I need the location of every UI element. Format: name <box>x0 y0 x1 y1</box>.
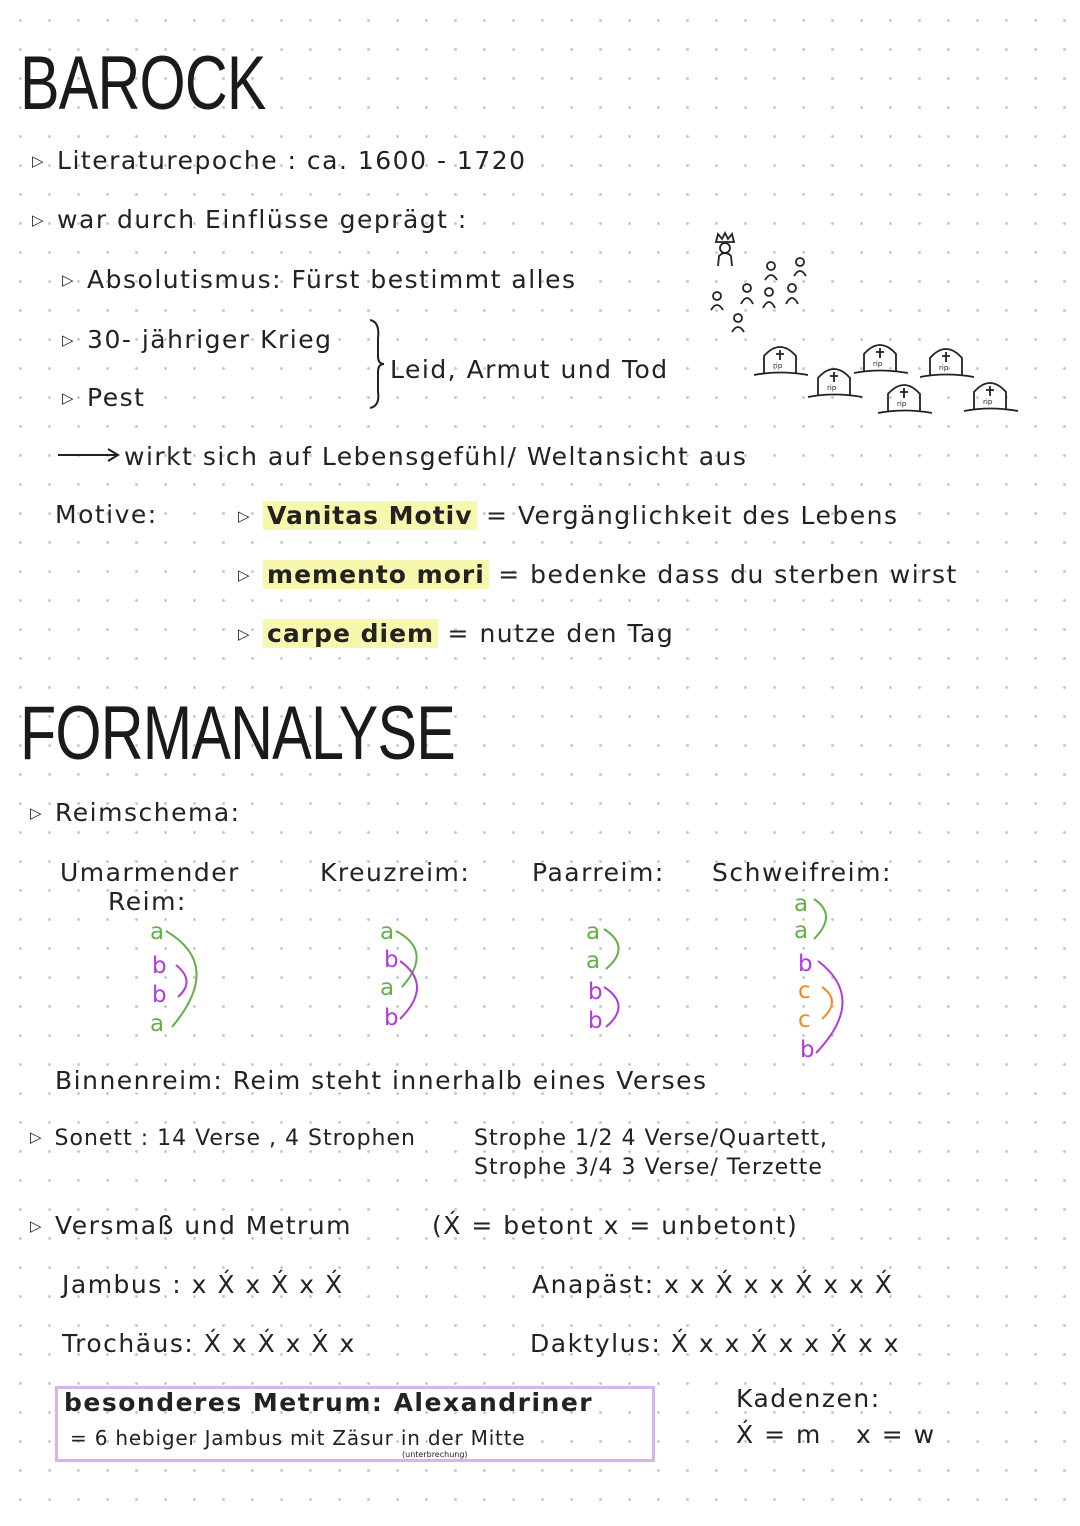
crowd-doodle-icon <box>704 230 814 340</box>
arrow-right-icon <box>58 445 122 465</box>
kreuzreim-label: Kreuzreim: <box>320 858 471 887</box>
paarreim-label: Paarreim: <box>532 858 665 887</box>
kadenz-m: X́ = m <box>736 1420 822 1449</box>
rhyme-letter: c <box>798 1007 811 1033</box>
kadenz-w: x = w <box>856 1420 936 1449</box>
jambus-text: Jambus : x X́ x X́ x X́ <box>62 1270 344 1299</box>
rhyme-letter: a <box>150 1011 165 1037</box>
metrum-legend: (X́ = betont x = unbetont) <box>432 1211 799 1240</box>
alexandriner-note: (unterbrechung) <box>402 1450 468 1459</box>
motive-item <box>238 501 899 530</box>
krieg-line <box>62 325 333 354</box>
bullet-triangle-icon: ▷ <box>30 1128 43 1146</box>
bullet-triangle-icon: ▷ <box>32 152 46 170</box>
rhyme-letter: a <box>380 919 395 945</box>
reimschema-line <box>30 798 241 827</box>
umarmend-label-1: Umarmender <box>60 858 240 887</box>
motive-item <box>238 560 958 589</box>
sonett-text: Sonett : 14 Verse , 4 Strophen <box>54 1126 416 1151</box>
grave-label: rip <box>773 362 783 370</box>
rhyme-letter: a <box>150 919 165 945</box>
rhyme-letter: b <box>588 1008 603 1034</box>
anapaest-text: Anapäst: x x X́ x x X́ x x X́ <box>532 1270 894 1299</box>
rhyme-letter: b <box>384 1005 399 1031</box>
rhyme-arc-icon <box>394 925 434 1035</box>
rhyme-letter: b <box>588 979 603 1005</box>
rhyme-letter: b <box>800 1037 815 1063</box>
rhyme-letter: a <box>380 975 395 1001</box>
motive-label: Motive: <box>55 500 158 529</box>
rhyme-letter: b <box>384 947 399 973</box>
leid-text: Leid, Armut und Tod <box>390 355 669 384</box>
versmass-line <box>30 1211 352 1240</box>
bullet-triangle-icon: ▷ <box>32 211 46 229</box>
grave-label: rip <box>827 384 837 392</box>
motive-term: memento mori <box>263 560 489 589</box>
formanalyse-title: FORMANALYSE <box>20 691 456 776</box>
bullet-triangle-icon: ▷ <box>238 507 252 525</box>
rhyme-letter: b <box>152 982 167 1008</box>
grave-label: rip <box>897 400 907 408</box>
motive-meaning: = Vergänglichkeit des Lebens <box>486 501 899 530</box>
versmass-text: Versmaß und Metrum <box>55 1211 352 1240</box>
epoch-text: Literaturepoche : ca. 1600 - 1720 <box>57 146 527 175</box>
barock-title: BAROCK <box>20 41 266 126</box>
binnenreim-text: Binnenreim: Reim steht innerhalb eines Verses <box>55 1066 708 1095</box>
rhyme-letter: c <box>798 978 811 1004</box>
bullet-triangle-icon: ▷ <box>30 804 44 822</box>
motive-meaning: = bedenke dass du sterben wirst <box>498 560 958 589</box>
curly-brace-icon <box>368 318 388 410</box>
strophe12-text: Strophe 1/2 4 Verse/Quartett, <box>474 1126 828 1151</box>
alexandriner-line: = 6 hebiger Jambus mit Zäsur in der Mitte <box>70 1426 526 1450</box>
motive-meaning: = nutze den Tag <box>447 619 675 648</box>
bullet-triangle-icon: ▷ <box>238 625 252 643</box>
grave-label: rip <box>983 398 993 406</box>
grave-label: rip <box>873 360 883 368</box>
grave-label: rip <box>939 364 949 372</box>
schweifreim-label: Schweifreim: <box>712 858 892 887</box>
reimschema-text: Reimschema: <box>55 798 241 827</box>
kadenzen-label: Kadenzen: <box>736 1384 881 1413</box>
bullet-triangle-icon: ▷ <box>238 566 252 584</box>
bullet-triangle-icon: ▷ <box>62 271 76 289</box>
pest-text: Pest <box>87 383 146 412</box>
rhyme-letter: a <box>794 891 809 917</box>
graves-doodle-icon <box>750 338 1020 418</box>
influences-line <box>32 205 468 234</box>
rhyme-letter: b <box>798 951 813 977</box>
rhyme-arc-icon <box>164 925 224 1035</box>
absolutismus-text: Absolutismus: Fürst bestimmt alles <box>87 265 577 294</box>
bullet-triangle-icon: ▷ <box>62 331 76 349</box>
wirkt-text: wirkt sich auf Lebensgefühl/ Weltansicht aus <box>124 442 748 471</box>
epoch-line <box>32 146 527 175</box>
influences-text: war durch Einflüsse geprägt : <box>57 205 468 234</box>
bullet-triangle-icon: ▷ <box>62 389 76 407</box>
rhyme-arc-icon <box>808 895 858 1065</box>
rhyme-arc-icon <box>602 925 632 1035</box>
rhyme-letter: a <box>586 919 601 945</box>
rhyme-letter: b <box>152 953 167 979</box>
motive-term: carpe diem <box>263 619 438 648</box>
rhyme-letter: a <box>794 918 809 944</box>
pest-line <box>62 383 145 412</box>
umarmend-label-2: Reim: <box>108 887 187 916</box>
sonett-line <box>30 1126 416 1151</box>
rhyme-letter: a <box>586 948 601 974</box>
motive-item <box>238 619 674 648</box>
bullet-triangle-icon: ▷ <box>30 1217 44 1235</box>
daktylus-text: Daktylus: X́ x x X́ x x X́ x x <box>530 1329 901 1358</box>
krieg-text: 30- jähriger Krieg <box>87 325 333 354</box>
alexandriner-title: besonderes Metrum: Alexandriner <box>64 1388 594 1417</box>
absolutismus-line <box>62 265 577 294</box>
trochaeus-text: Trochäus: X́ x X́ x X́ x <box>62 1329 356 1358</box>
strophe34-text: Strophe 3/4 3 Verse/ Terzette <box>474 1155 823 1180</box>
motive-term: Vanitas Motiv <box>263 501 477 530</box>
